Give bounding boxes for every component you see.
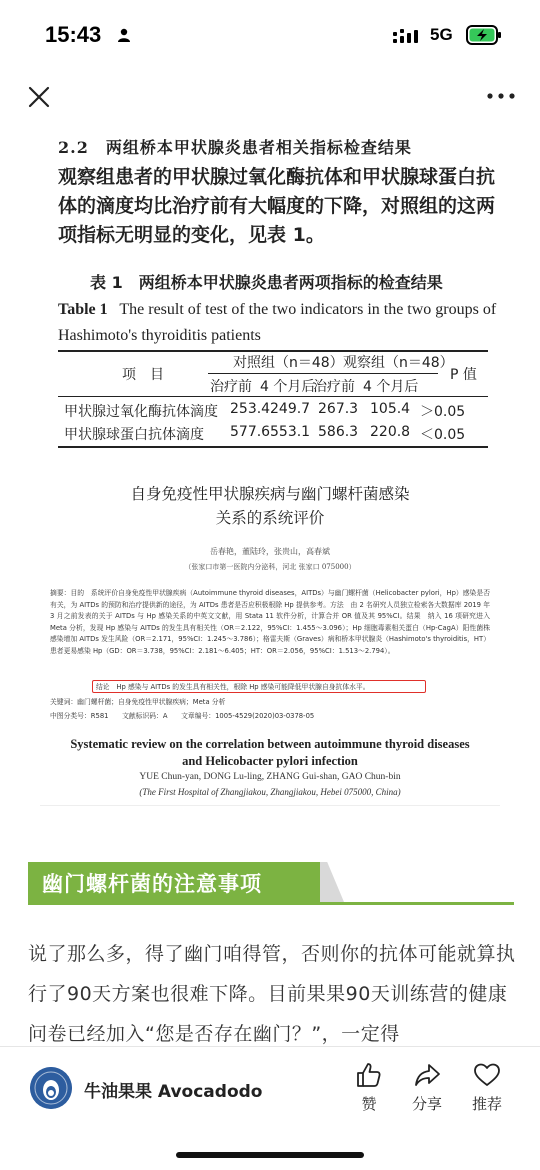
share-label: 分享 (411, 1095, 442, 1113)
paper-classification: 中图分类号：R581 文献标识码：A 文章编号：1005-4529(2020)03-0378-05 (50, 712, 315, 720)
article-image-table (0, 125, 540, 450)
paper-title-en (40, 736, 500, 770)
thumbs-up-icon (355, 1061, 383, 1089)
row-p: ＞0.05 (420, 404, 466, 420)
table-header-item: 项 目 (122, 367, 164, 383)
paper-authors: 岳春艳，董陆玲，张贵山，高春斌 (210, 547, 330, 556)
table-rule-bottom (58, 446, 488, 448)
like-button[interactable] (344, 1061, 394, 1114)
article-body-text: 说了那么多，得了幽门咱得管，否则你的抗体可能就算执行了90天方案也很难下降。目前果果90天训练营的健康问卷已经加入“您是否存在幽门？”，一定得 (28, 943, 516, 1045)
table-rule-mid (58, 396, 488, 397)
row-o2: 105.4 (370, 401, 411, 417)
recommend-button[interactable] (462, 1061, 512, 1114)
row-c2: 249.7 (270, 401, 311, 417)
table-sub-obs-after: 4 个月后 (363, 379, 419, 395)
row-c1: 253.4 (230, 401, 271, 417)
row-o1: 267.3 (318, 401, 359, 417)
table-header-p: P 值 (450, 367, 477, 383)
home-indicator[interactable] (176, 1152, 364, 1158)
table-caption-en (58, 297, 498, 349)
table-header-control: 对照组（n＝48） (233, 355, 344, 371)
row-name: 甲状腺过氧化酶抗体滴度 (64, 404, 218, 420)
table-sub-control-after: 4 个月后 (260, 379, 316, 395)
network-label: 5G (430, 25, 453, 44)
recommend-label: 推荐 (471, 1095, 502, 1113)
heading-decoration (320, 862, 344, 902)
table-sub-control-before: 治疗前 (210, 379, 252, 395)
row-o1: 586.3 (318, 424, 359, 440)
signal-icon (393, 28, 423, 44)
article-image-paper (40, 460, 500, 806)
share-icon (413, 1061, 441, 1089)
battery-charging-icon (466, 24, 502, 46)
heading-underline (28, 902, 514, 905)
paper-abstract: 摘要：目的 系统评价自身免疫性甲状腺疾病（Autoimmune thyroid diseases，AITDs）与幽门螺杆菌（Helicobacter pylori，Hp）感染是否有关，为 AITDs 的预防和治疗提供新的途径，为 AITDs 患者是否应积极根除 Hp 提供参考。方法 由 2 名研究人员独立检索各大数据库 2019 年 3 月之前发表的关于 AITDs 与 Hp 感染关系的中英文文献，用 Stata 11 软件分析，计算合并 OR 值及其 95%CI。结果 纳入 16 项研究进入 Meta 分析，发现 Hp 感染与 AITDs 的发生具有相关性（OR＝2.122，95%CI：1.455～3.096）；Hp 细胞毒素相关蛋白（Hp-CagA）阳性菌株感染增加 AITDs 发生风险（OR＝2.171，95%CI：1.245～3.786）；格雷夫斯（Graves）病和桥本甲状腺炎（Hashimoto's thyroiditis，HT）患者更易感染 Hp（GD：OR＝3.738，95%CI：2.181～6.405；HT：OR＝2.056，95%CI：1.513～2.794）。 (50, 589, 490, 655)
section-heading (28, 862, 320, 902)
heart-icon (473, 1061, 501, 1089)
section-title: 2.2 两组桥本甲状腺炎患者相关指标检查结果 (58, 138, 412, 157)
bottom-bar (0, 1046, 540, 1170)
row-o2: 220.8 (370, 424, 411, 440)
table-caption-en-text: The result of test of the two indicators in the two groups of Hashimoto's thyroiditis patients (58, 301, 497, 344)
paper-conclusion-highlight: 结论 Hp 感染与 AITDs 的发生具有相关性，根除 Hp 感染可能降低甲状腺自身抗体水平。 (92, 680, 426, 693)
paper-institution: （张家口市第一医院内分泌科，河北 张家口 075000） (184, 563, 356, 571)
table-caption-en-label: Table 1 (58, 301, 108, 318)
paper-title-en-line1: Systematic review on the correlation between autoimmune thyroid diseases (70, 737, 470, 751)
paper-authors-en: YUE Chun-yan, DONG Lu-ling, ZHANG Gui-shan, GAO Chun-bin (139, 772, 401, 782)
status-time: 15:43 (45, 22, 102, 47)
like-label: 赞 (361, 1095, 377, 1113)
paper-title-en-line2: and Helicobacter pylori infection (182, 754, 358, 768)
row-c2: 553.1 (270, 424, 311, 440)
person-icon (117, 28, 131, 42)
table-sub-obs-before: 治疗前 (313, 379, 355, 395)
table-rule-group (208, 373, 438, 374)
more-icon[interactable] (484, 86, 518, 106)
table-header-observation: 观察组（n＝48） (343, 355, 454, 371)
section-paragraph: 观察组患者的甲状腺过氧化酶抗体和甲状腺球蛋白抗体的滴度均比治疗前有大幅度的下降，对照组的这两项指标无明显的变化，见表 1。 (58, 166, 496, 246)
paper-institution-en: (The First Hospital of Zhangjiakou, Zhangjiakou, Hebei 075000, China) (139, 787, 401, 797)
share-button[interactable] (402, 1061, 452, 1114)
account-avatar[interactable] (30, 1067, 72, 1109)
table-caption-cn: 表 1 两组桥本甲状腺炎患者两项指标的检查结果 (90, 273, 443, 292)
status-bar (0, 0, 540, 72)
row-c1: 577.6 (230, 424, 271, 440)
paper-keywords: 关键词：幽门螺杆菌；自身免疫性甲状腺疾病；Meta 分析 (50, 698, 226, 706)
section-heading-text: 幽门螺杆菌的注意事项 (42, 872, 262, 896)
nav-bar (0, 72, 540, 122)
row-p: ＜0.05 (420, 427, 466, 443)
account-name[interactable]: 牛油果果 Avocadodo (84, 1082, 263, 1102)
paper-title-line2: 关系的系统评价 (215, 509, 325, 527)
close-icon[interactable] (24, 82, 54, 112)
paper-title-cn (40, 482, 500, 530)
paper-title-line1: 自身免疫性甲状腺疾病与幽门螺杆菌感染 (130, 485, 410, 503)
row-name: 甲状腺球蛋白抗体滴度 (64, 427, 204, 443)
